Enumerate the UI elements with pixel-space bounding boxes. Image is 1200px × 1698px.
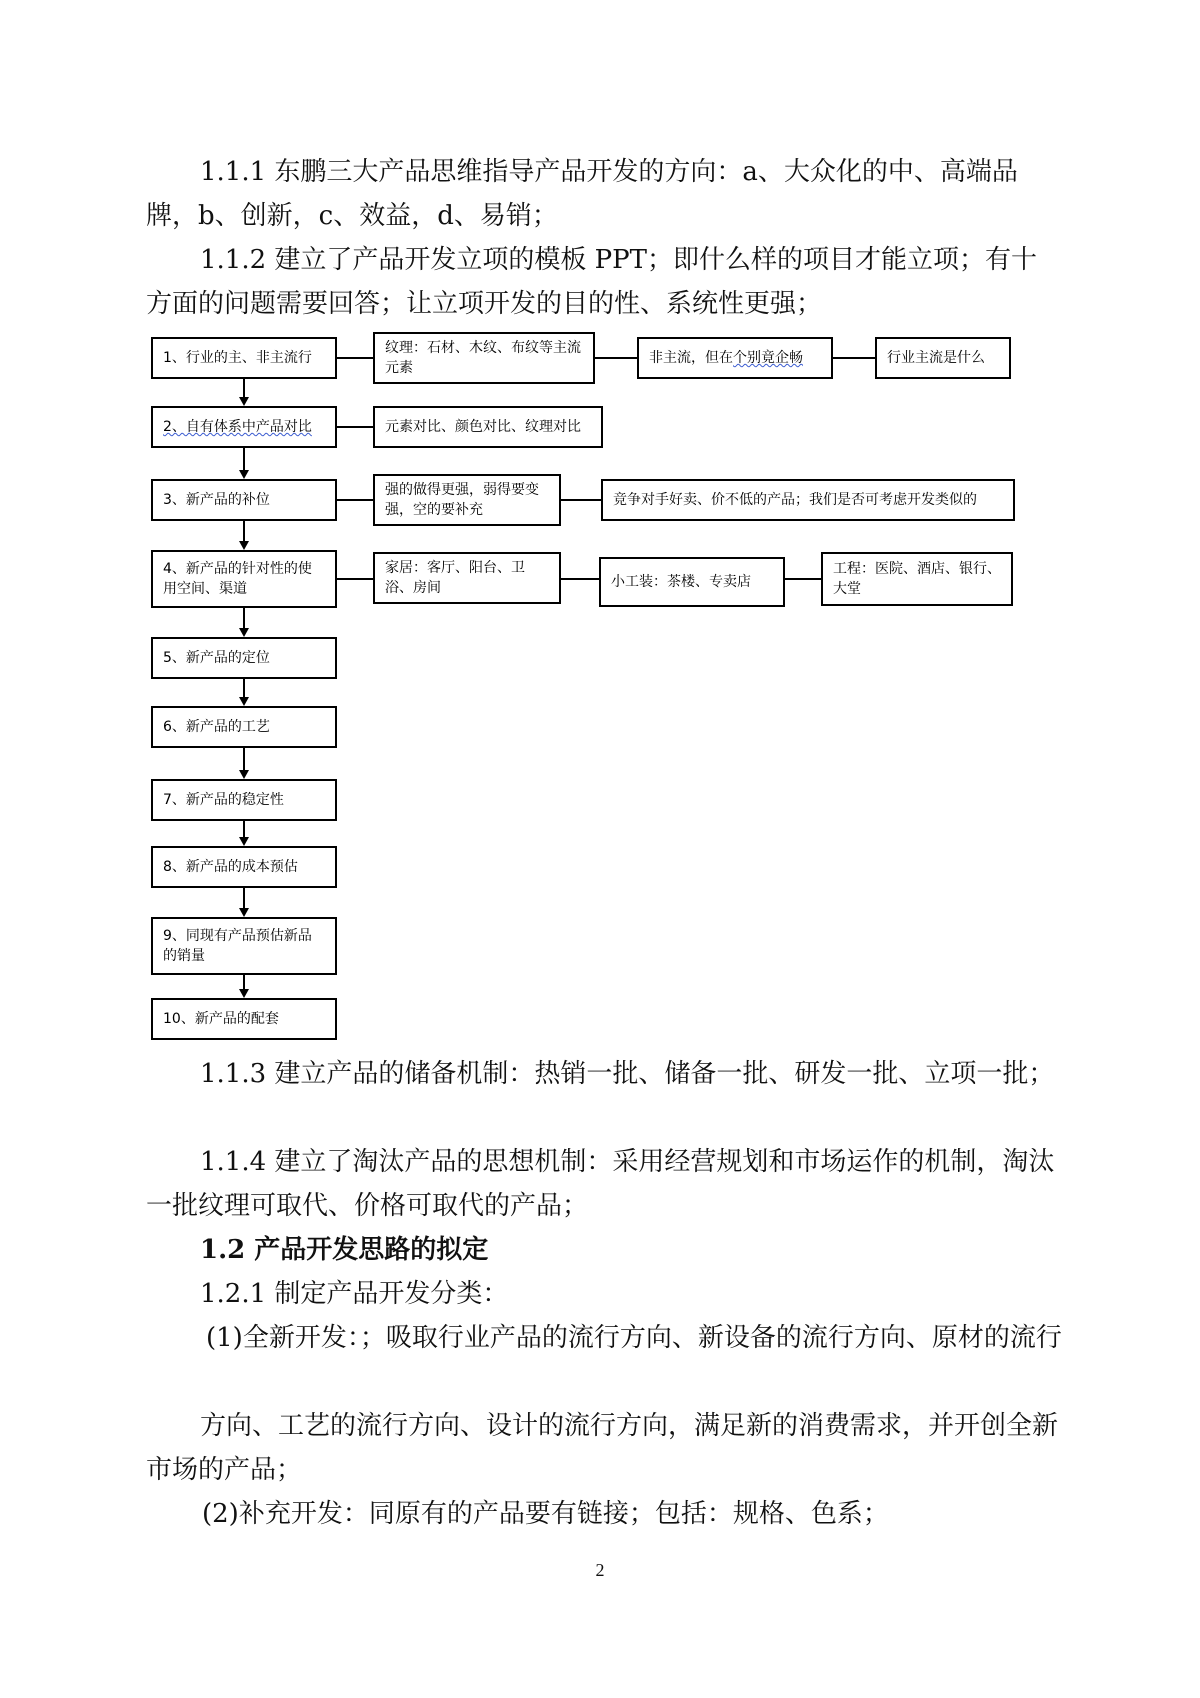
arrow-down-icon bbox=[239, 989, 249, 998]
paragraph-1-1-2: 1.1.2 建立了产品开发立项的模板 PPT；即什么样的项目才能立项；有十方面的问题需要回答；让立项开发的目的性、系统性更强； bbox=[146, 245, 1038, 319]
arrow-down-icon bbox=[239, 470, 249, 479]
flow-step-9: 9、同现有产品预估新品的销量 bbox=[151, 917, 337, 975]
branch-line bbox=[785, 578, 821, 580]
branch-line bbox=[595, 357, 637, 359]
connector-2-3 bbox=[243, 448, 245, 470]
branch-line bbox=[561, 578, 599, 580]
connector-4-5 bbox=[243, 608, 245, 628]
flow-step-4: 4、新产品的针对性的使用空间、渠道 bbox=[151, 550, 337, 608]
arrow-down-icon bbox=[239, 837, 249, 846]
connector-1-2 bbox=[243, 379, 245, 397]
flow-step-2: 2、自有体系中产品对比 bbox=[151, 406, 337, 448]
section-heading-1-2: 1.2 产品开发思路的拟定 bbox=[200, 1235, 489, 1265]
paragraph-new-development-cont: 方向、工艺的流行方向、设计的流行方向，满足新的消费需求，并开创全新市场的产品； bbox=[146, 1411, 1059, 1485]
branch-line bbox=[337, 499, 373, 501]
flow-step-5: 5、新产品的定位 bbox=[151, 637, 337, 679]
arrow-down-icon bbox=[239, 908, 249, 917]
flow-step-3: 3、新产品的补位 bbox=[151, 479, 337, 521]
flow-step-8: 8、新产品的成本预估 bbox=[151, 846, 337, 888]
connector-3-4 bbox=[243, 521, 245, 541]
flow-step-7: 7、新产品的稳定性 bbox=[151, 779, 337, 821]
connector-5-6 bbox=[243, 679, 245, 697]
paragraph-1-1-1: 1.1.1 东鹏三大产品思维指导产品开发的方向：a、大众化的中、高端品牌，b、创新，c、效益，d、易销； bbox=[146, 157, 1018, 231]
branch-line bbox=[833, 357, 875, 359]
branch-line bbox=[337, 578, 373, 580]
paragraph-supplementary: (2)补充开发：同原有的产品要有链接；包括：规格、色系； bbox=[202, 1499, 889, 1529]
page-number: 2 bbox=[595, 1560, 605, 1580]
connector-9-10 bbox=[243, 975, 245, 989]
paragraph-1-1-4: 1.1.4 建立了淘汰产品的思想机制：采用经营规划和市场运作的机制，淘汰一批纹理可取代、价格可取代的产品； bbox=[146, 1147, 1055, 1221]
paragraph-1-1-3: 1.1.3 建立产品的储备机制：热销一批、储备一批、研发一批、立项一批； bbox=[200, 1059, 1055, 1089]
branch-line bbox=[337, 357, 373, 359]
flow-step-6: 6、新产品的工艺 bbox=[151, 706, 337, 748]
paragraph-new-development: (1)全新开发：；吸取行业产品的流行方向、新设备的流行方向、原材的流行 bbox=[206, 1323, 1062, 1353]
arrow-down-icon bbox=[239, 397, 249, 406]
branch-4-home: 家居：客厅、阳台、卫浴、房间 bbox=[373, 552, 561, 604]
connector-6-7 bbox=[243, 748, 245, 770]
arrow-down-icon bbox=[239, 628, 249, 637]
branch-line bbox=[561, 499, 601, 501]
branch-line bbox=[337, 426, 373, 428]
branch-1-non-mainstream: 非主流，但在个别竟企畅 bbox=[637, 337, 833, 379]
connector-8-9 bbox=[243, 888, 245, 908]
flow-step-10: 10、新产品的配套 bbox=[151, 998, 337, 1040]
branch-4-engineering: 工程：医院、酒店、银行、大堂 bbox=[821, 552, 1013, 606]
branch-2-comparison: 元素对比、颜色对比、纹理对比 bbox=[373, 406, 603, 448]
branch-1-texture: 纹理：石材、木纹、布纹等主流元素 bbox=[373, 332, 595, 384]
arrow-down-icon bbox=[239, 541, 249, 550]
connector-7-8 bbox=[243, 821, 245, 837]
branch-3-strengthen: 强的做得更强，弱得要变强，空的要补充 bbox=[373, 474, 561, 526]
arrow-down-icon bbox=[239, 697, 249, 706]
branch-1-mainstream: 行业主流是什么 bbox=[875, 337, 1011, 379]
arrow-down-icon bbox=[239, 770, 249, 779]
paragraph-1-2-1: 1.2.1 制定产品开发分类： bbox=[200, 1279, 509, 1309]
flow-step-1: 1、行业的主、非主流行 bbox=[151, 337, 337, 379]
branch-4-small-commercial: 小工装：茶楼、专卖店 bbox=[599, 557, 785, 607]
branch-3-competitor: 竞争对手好卖、价不低的产品；我们是否可考虑开发类似的 bbox=[601, 479, 1015, 521]
